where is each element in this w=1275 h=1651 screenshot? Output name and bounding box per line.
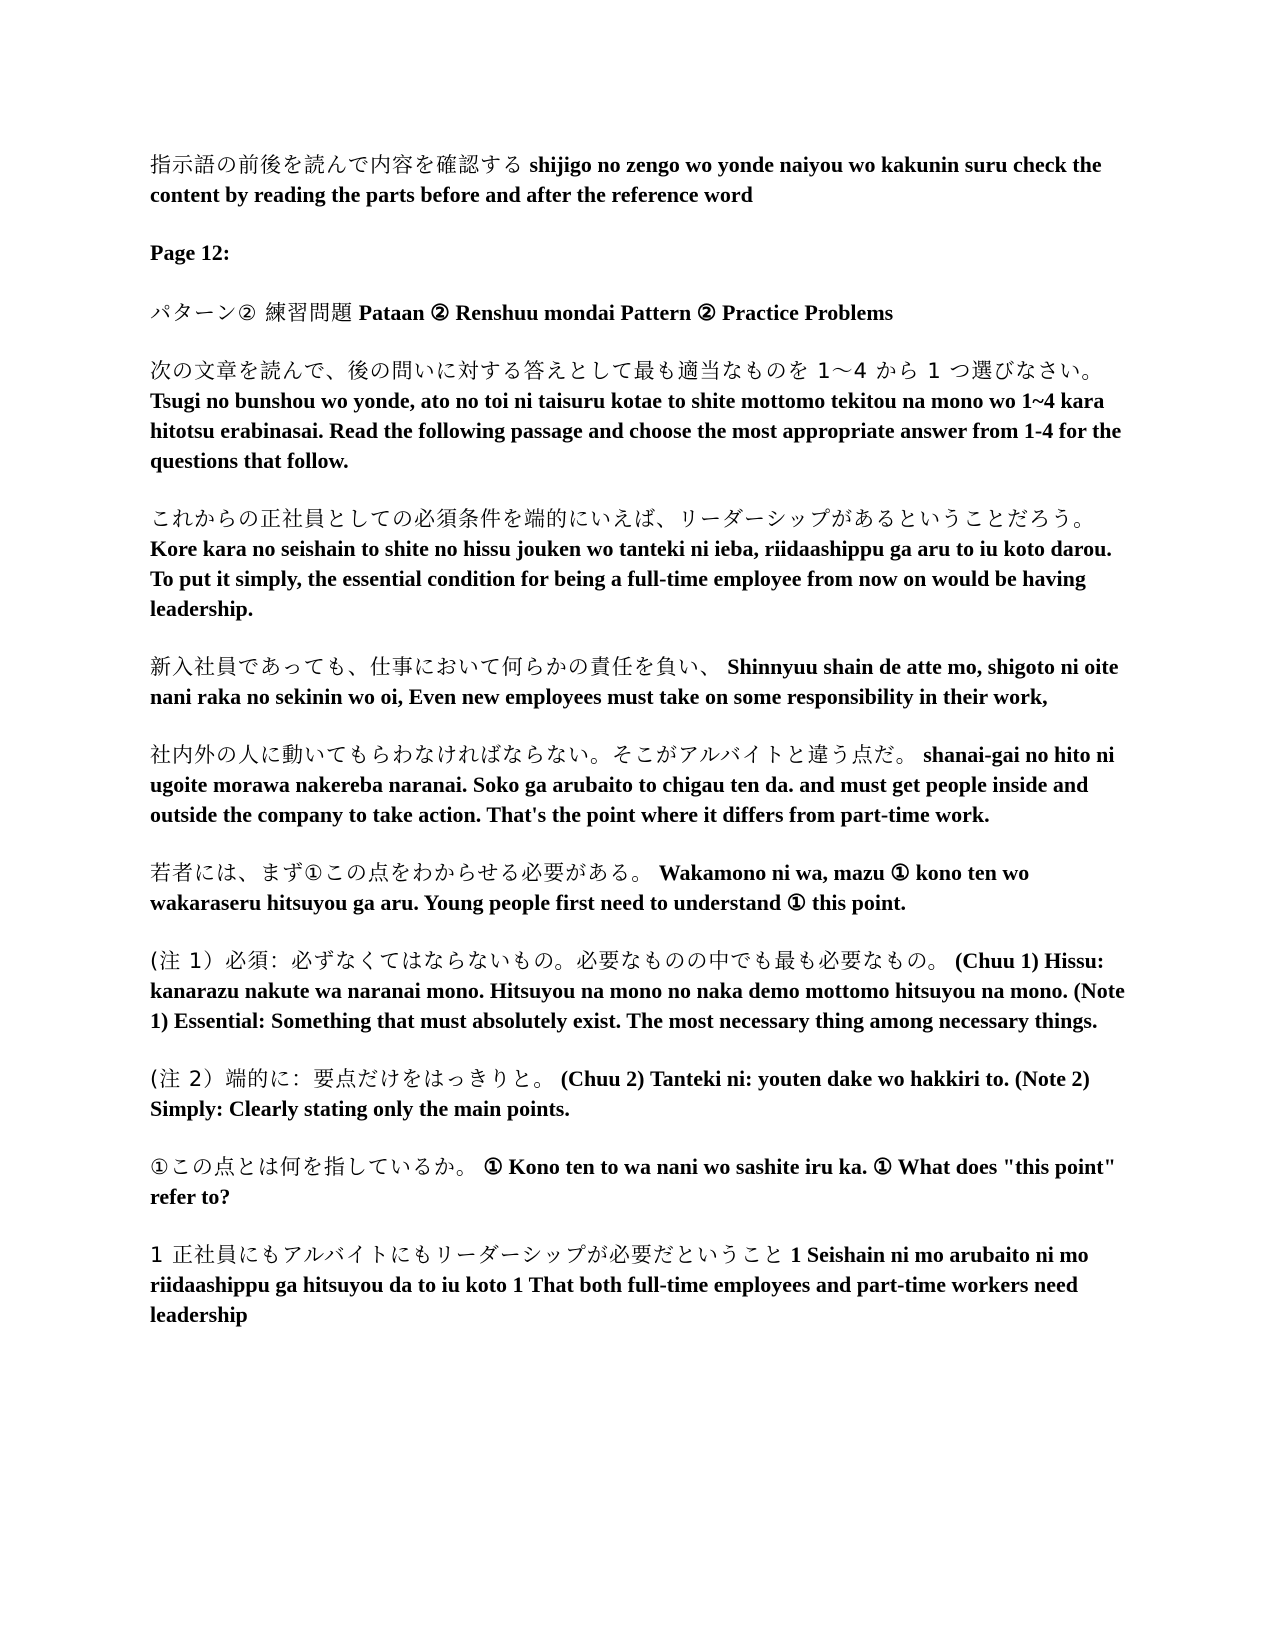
paragraph-japanese: パターン② 練習問題 [150, 301, 354, 325]
page-number-label [150, 238, 1135, 268]
paragraph-japanese: (注 1）必須：必ずなくてはならないもの。必要なものの中でも最も必要なもの。 [150, 949, 950, 973]
paragraph-passage-4 [150, 858, 1135, 918]
paragraph-strategy-heading [150, 150, 1135, 210]
paragraph-english: 1 Seishain ni mo arubaito ni mo riidaashippu ga hitsuyou da to iu koto 1 That both full-time employees and part-time workers need leadership [150, 1242, 1089, 1327]
paragraph-question [150, 1152, 1135, 1212]
paragraph-passage-1 [150, 504, 1135, 624]
paragraph-answer-option-1 [150, 1240, 1135, 1330]
paragraph-english: (Chuu 1) Hissu: kanarazu nakute wa naranai mono. Hitsuyou na mono no naka demo mottomo hitsuyou na mono. (Note 1) Essential: Something that must absolutely exist. The most necessary thing among necessary things. [150, 948, 1125, 1033]
paragraph-japanese: これからの正社員としての必須条件を端的にいえば、リーダーシップがあるということだろう。 [150, 507, 1096, 531]
paragraph-english: shanai-gai no hito ni ugoite morawa nakereba naranai. Soko ga arubaito to chigau ten da. and must get people inside and outside the company to take action. That's the point where it differs from part-time work. [150, 742, 1115, 827]
paragraph-japanese: 次の文章を読んで、後の問いに対する答えとして最も適当なものを 1︎〜4 から 1 つ選びなさい。 [150, 359, 1104, 383]
paragraph-passage-2 [150, 652, 1135, 712]
paragraph-instructions [150, 356, 1135, 476]
paragraph-english: Tsugi no bunshou wo yonde, ato no toi ni taisuru kotae to shite mottomo tekitou na mono wo 1~4 kara hitotsu erabinasai. Read the following passage and choose the most appropriate answer from 1-4 for the questions that follow. [150, 388, 1122, 473]
paragraph-english: ① Kono ten to wa nani wo sashite iru ka. ① What does "this point" refer to? [150, 1154, 1116, 1209]
document-page [150, 150, 1135, 1358]
paragraph-japanese: ①この点とは何を指しているか。 [150, 1155, 478, 1179]
paragraph-english: Kore kara no seishain to shite no hissu jouken wo tanteki ni ieba, riidaashippu ga aru to iu koto darou. To put it simply, the essential condition for being a full-time employee from now on would be having leadership. [150, 536, 1112, 621]
paragraph-japanese: (注 2）端的に：要点だけをはっきりと。 [150, 1067, 556, 1091]
paragraph-note-1 [150, 946, 1135, 1036]
page-label-text: Page 12: [150, 240, 231, 265]
paragraph-english: (Chuu 2) Tanteki ni: youten dake wo hakkiri to. (Note 2) Simply: Clearly stating only the main points. [150, 1066, 1090, 1121]
paragraph-japanese: 指示語の前後を読んで内容を確認する [150, 153, 524, 177]
paragraph-english: shijigo no zengo wo yonde naiyou wo kakunin suru check the content by reading the parts before and after the reference word [150, 152, 1102, 207]
paragraph-english: Pataan ② Renshuu mondai Pattern ② Practice Problems [358, 300, 894, 325]
paragraph-japanese: 若者には、まず①この点をわからせる必要がある。 [150, 861, 654, 885]
paragraph-english: Wakamono ni wa, mazu ① kono ten wo wakaraseru hitsuyou ga aru. Young people first need to understand ① this point. [150, 860, 1030, 915]
paragraph-japanese: 新入社員であっても、仕事において何らかの責任を負い、 [150, 655, 722, 679]
paragraph-japanese: 社内外の人に動いてもらわなければならない。そこがアルバイトと違う点だ。 [150, 743, 918, 767]
paragraph-english: Shinnyuu shain de atte mo, shigoto ni oite nani raka no sekinin wo oi, Even new employees must take on some responsibility in their work, [150, 654, 1119, 709]
paragraph-japanese: 1 正社員にもアルバイトにもリーダーシップが必要だということ [150, 1243, 785, 1267]
paragraph-passage-3 [150, 740, 1135, 830]
paragraph-pattern-title [150, 298, 1135, 328]
paragraph-note-2 [150, 1064, 1135, 1124]
